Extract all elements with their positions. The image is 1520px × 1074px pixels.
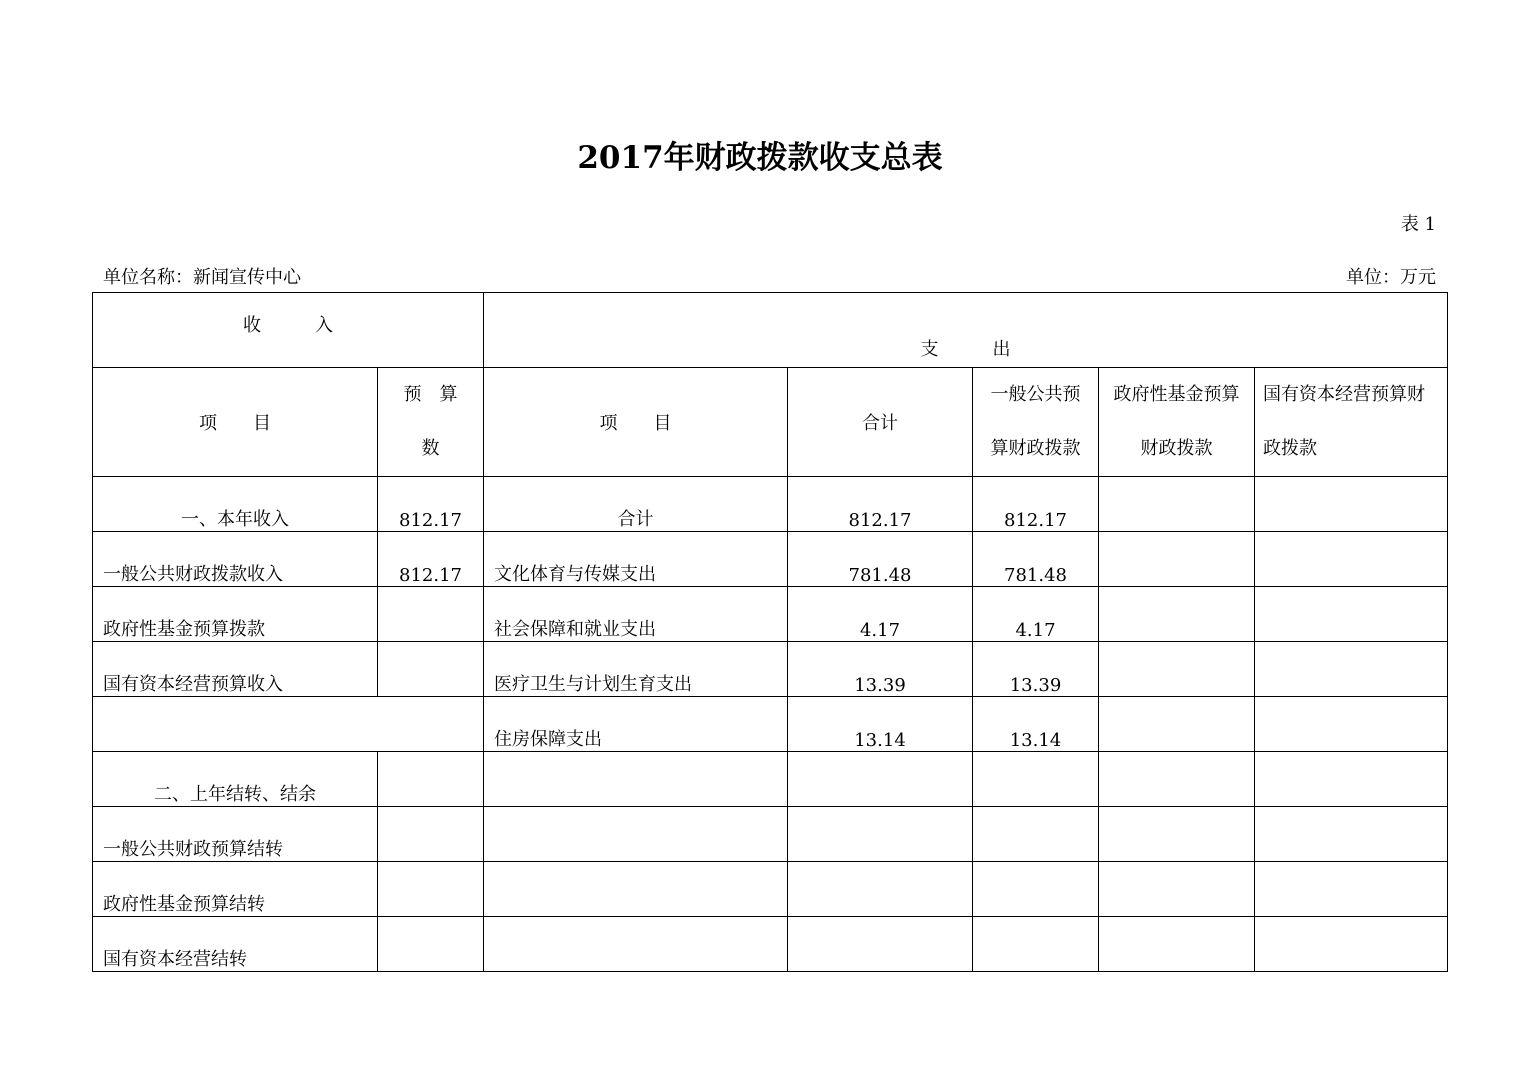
state-capital-cell (1255, 862, 1448, 917)
general-budget-cell: 4.17 (973, 587, 1099, 642)
table-row (93, 587, 1448, 642)
table-header-group-row (93, 293, 1448, 368)
general-budget-header-line1: 一般公共预 (990, 384, 1081, 405)
general-budget-cell: 13.39 (973, 642, 1099, 697)
fund-budget-cell (1099, 752, 1255, 807)
page-title: 2017年财政拨款收支总表 (577, 140, 943, 176)
table-row (93, 807, 1448, 862)
fund-budget-cell (1099, 697, 1255, 752)
table-row (93, 752, 1448, 807)
expense-item-cell: 住房保障支出 (484, 697, 788, 752)
fund-budget-cell (1099, 532, 1255, 587)
state-capital-cell (1255, 807, 1448, 862)
fund-budget-header-line2: 财政拨款 (1140, 438, 1213, 459)
fund-budget-cell (1099, 807, 1255, 862)
state-capital-cell (1255, 587, 1448, 642)
expense-item-cell: 社会保障和就业支出 (484, 587, 788, 642)
income-value-cell: 812.17 (378, 532, 484, 587)
total-cell (788, 807, 973, 862)
income-budget-header-line2: 数 (421, 438, 440, 459)
general-budget-cell (973, 752, 1099, 807)
state-capital-cell (1255, 642, 1448, 697)
total-cell: 812.17 (788, 477, 973, 532)
state-capital-cell (1255, 477, 1448, 532)
fund-budget-cell (1099, 642, 1255, 697)
income-item-cell: 国有资本经营预算收入 (93, 642, 378, 697)
fund-budget-header-line1: 政府性基金预算 (1113, 384, 1240, 405)
fund-budget-cell (1099, 917, 1255, 972)
table-row (93, 532, 1448, 587)
table-header-row (93, 368, 1448, 477)
fund-budget-cell (1099, 862, 1255, 917)
income-item-cell: 二、上年结转、结余 (93, 752, 378, 807)
state-capital-cell (1255, 697, 1448, 752)
income-group-header: 收 入 (93, 293, 484, 368)
total-cell: 13.14 (788, 697, 973, 752)
total-header: 合计 (788, 368, 973, 477)
table-row (93, 642, 1448, 697)
income-item-header: 项 目 (93, 368, 378, 477)
income-item-cell: 政府性基金预算拨款 (93, 587, 378, 642)
income-value-cell (378, 807, 484, 862)
state-capital-header-line2: 政拨款 (1263, 438, 1317, 459)
total-cell: 4.17 (788, 587, 973, 642)
expense-item-cell (484, 807, 788, 862)
total-cell: 13.39 (788, 642, 973, 697)
income-item-cell: 国有资本经营结转 (93, 917, 378, 972)
income-merged-cell (93, 697, 484, 752)
table-row (93, 697, 1448, 752)
general-budget-cell: 812.17 (973, 477, 1099, 532)
income-item-cell: 一、本年收入 (93, 477, 378, 532)
income-budget-header (378, 368, 484, 477)
state-capital-cell (1255, 917, 1448, 972)
total-cell (788, 917, 973, 972)
general-budget-cell (973, 807, 1099, 862)
income-item-cell: 一般公共财政预算结转 (93, 807, 378, 862)
table-number: 表 1 (1400, 214, 1436, 235)
fund-budget-header (1099, 368, 1255, 477)
income-value-cell: 812.17 (378, 477, 484, 532)
income-value-cell (378, 752, 484, 807)
expense-item-cell (484, 862, 788, 917)
income-item-cell: 政府性基金预算结转 (93, 862, 378, 917)
expense-item-cell: 合计 (484, 477, 788, 532)
expense-group-header: 支 出 (484, 293, 1448, 368)
state-capital-cell (1255, 532, 1448, 587)
general-budget-cell (973, 917, 1099, 972)
expense-item-header: 项 目 (484, 368, 788, 477)
income-item-cell: 一般公共财政拨款收入 (93, 532, 378, 587)
income-value-cell (378, 917, 484, 972)
table-row (93, 477, 1448, 532)
budget-summary-table (92, 292, 1448, 972)
income-value-cell (378, 862, 484, 917)
income-value-cell (378, 587, 484, 642)
unit-name-label: 单位名称：新闻宣传中心 (103, 267, 301, 288)
income-budget-header-line1: 预 算 (403, 384, 458, 405)
general-budget-cell (973, 862, 1099, 917)
state-capital-header-line1: 国有资本经营预算财 (1263, 384, 1425, 405)
expense-item-cell: 医疗卫生与计划生育支出 (484, 642, 788, 697)
fund-budget-cell (1099, 477, 1255, 532)
general-budget-cell: 781.48 (973, 532, 1099, 587)
expense-item-cell (484, 752, 788, 807)
fund-budget-cell (1099, 587, 1255, 642)
total-cell (788, 752, 973, 807)
state-capital-cell (1255, 752, 1448, 807)
expense-item-cell (484, 917, 788, 972)
state-capital-header (1255, 368, 1448, 477)
currency-unit-label: 单位：万元 (1346, 267, 1436, 288)
table-row (93, 917, 1448, 972)
general-budget-header-line2: 算财政拨款 (990, 438, 1081, 459)
general-budget-header (973, 368, 1099, 477)
total-cell: 781.48 (788, 532, 973, 587)
income-value-cell (378, 642, 484, 697)
table-row (93, 862, 1448, 917)
expense-item-cell: 文化体育与传媒支出 (484, 532, 788, 587)
total-cell (788, 862, 973, 917)
general-budget-cell: 13.14 (973, 697, 1099, 752)
